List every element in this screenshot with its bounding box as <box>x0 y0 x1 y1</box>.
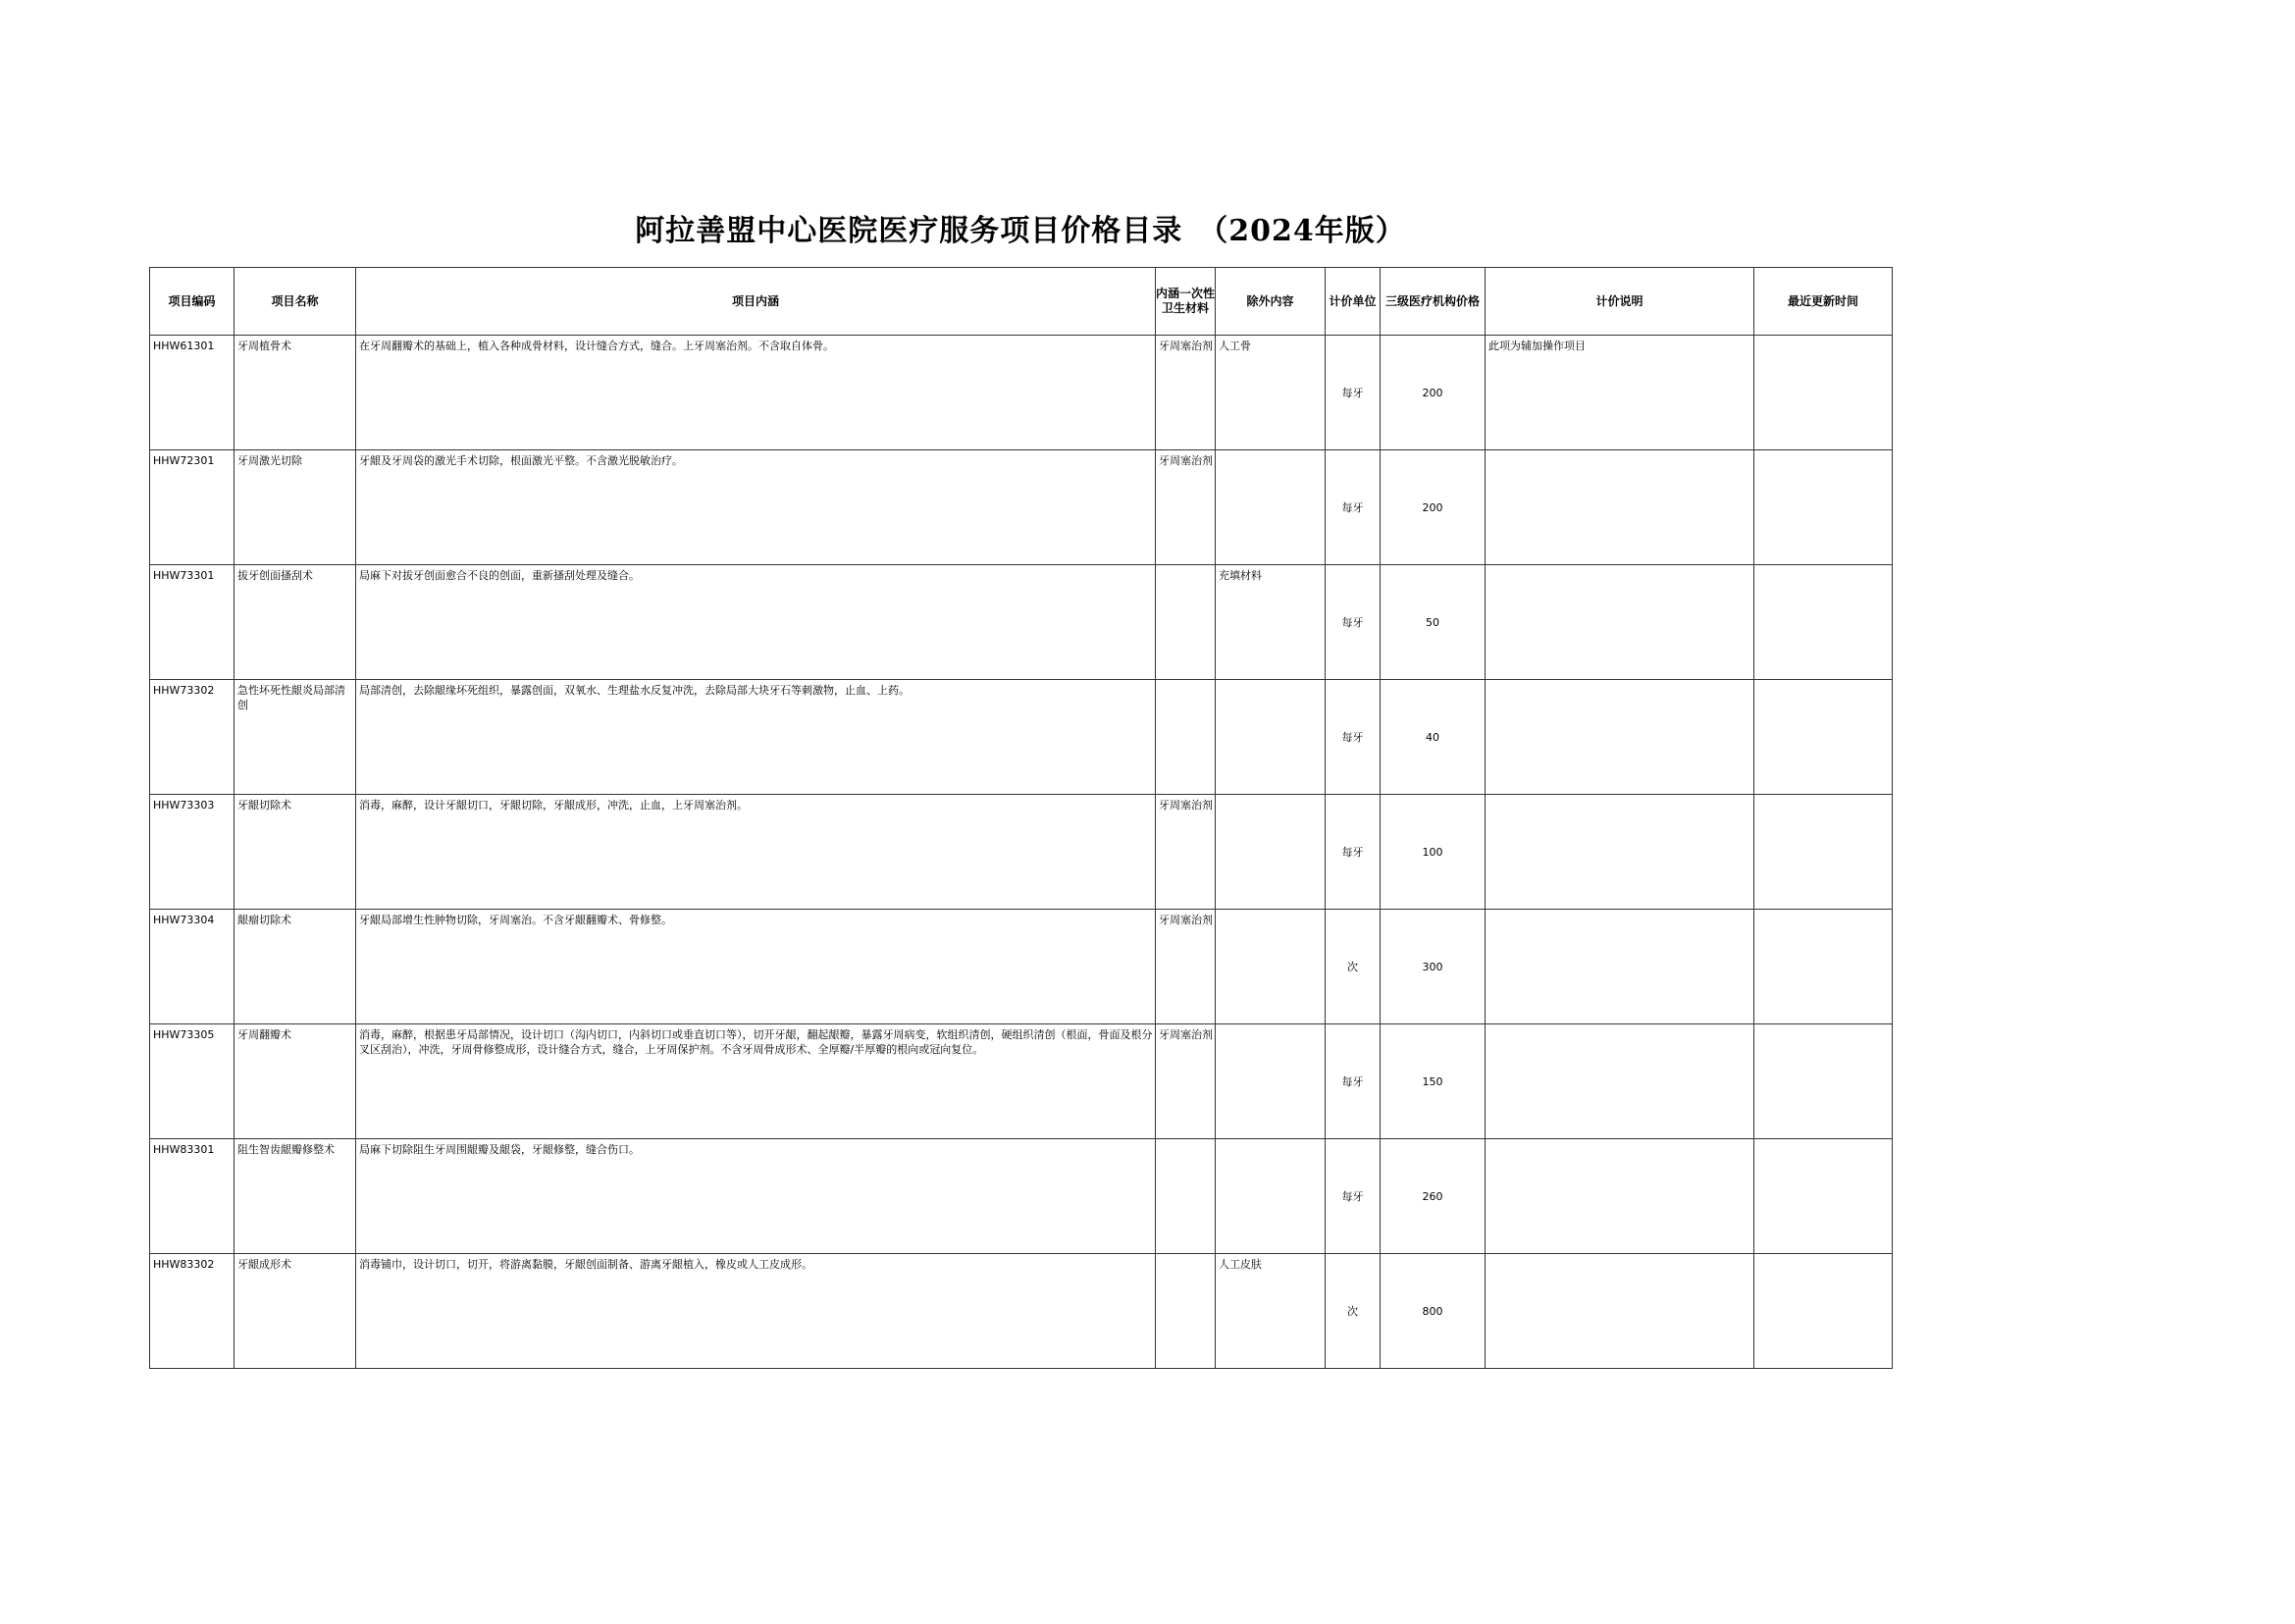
table-header-row <box>150 268 1893 336</box>
cell-content: 局部清创，去除龈缘坏死组织，暴露创面，双氧水、生理盐水反复冲洗，去除局部大块牙石等刺激物，止血、上药。 <box>356 680 1156 795</box>
cell-code: HHW83301 <box>150 1139 235 1254</box>
cell-note <box>1486 910 1754 1024</box>
cell-note <box>1486 1254 1754 1369</box>
cell-updated <box>1754 910 1893 1024</box>
cell-updated <box>1754 1139 1893 1254</box>
cell-name: 急性坏死性龈炎局部清创 <box>235 680 356 795</box>
header-material: 内涵一次性卫生材料 <box>1156 268 1216 336</box>
header-name: 项目名称 <box>235 268 356 336</box>
cell-name: 牙周翻瓣术 <box>235 1024 356 1139</box>
cell-code: HHW83302 <box>150 1254 235 1369</box>
cell-code: HHW61301 <box>150 336 235 450</box>
cell-exclude <box>1216 910 1326 1024</box>
cell-content: 牙龈及牙周袋的激光手术切除，根面激光平整。不含激光脱敏治疗。 <box>356 450 1156 565</box>
page-title: 阿拉善盟中心医院医疗服务项目价格目录 （2024年版） <box>635 214 1406 248</box>
cell-updated <box>1754 1024 1893 1139</box>
cell-code: HHW73304 <box>150 910 235 1024</box>
cell-content: 在牙周翻瓣术的基础上，植入各种成骨材料，设计缝合方式，缝合。上牙周塞治剂。不含取自体骨。 <box>356 336 1156 450</box>
cell-updated <box>1754 680 1893 795</box>
cell-name: 牙龈切除术 <box>235 795 356 910</box>
header-code: 项目编码 <box>150 268 235 336</box>
cell-exclude <box>1216 450 1326 565</box>
table-row <box>150 910 1893 1024</box>
cell-content: 消毒，麻醉，设计牙龈切口，牙龈切除，牙龈成形，冲洗，止血，上牙周塞治剂。 <box>356 795 1156 910</box>
cell-code: HHW73305 <box>150 1024 235 1139</box>
cell-material: 牙周塞治剂 <box>1156 450 1216 565</box>
header-unit: 计价单位 <box>1326 268 1381 336</box>
cell-content: 消毒，麻醉，根据患牙局部情况，设计切口（沟内切口，内斜切口或垂直切口等），切开牙龈，翻起龈瓣，暴露牙周病变，软组织清创，硬组织清创（根面，骨面及根分叉区刮治），冲洗，牙周骨修整成形，设计缝合方式，缝合，上牙周保护剂。不含牙周骨成形术、全厚瓣/半厚瓣的根向或冠向复位。 <box>356 1024 1156 1139</box>
cell-unit: 次 <box>1326 910 1381 1024</box>
cell-material: 牙周塞治剂 <box>1156 795 1216 910</box>
header-price: 三级医疗机构价格 <box>1381 268 1486 336</box>
cell-name: 阻生智齿龈瓣修整术 <box>235 1139 356 1254</box>
cell-note <box>1486 680 1754 795</box>
table-row <box>150 450 1893 565</box>
table-row <box>150 680 1893 795</box>
cell-note: 此项为辅加操作项目 <box>1486 336 1754 450</box>
cell-exclude <box>1216 795 1326 910</box>
cell-unit: 每牙 <box>1326 336 1381 450</box>
cell-material: 牙周塞治剂 <box>1156 910 1216 1024</box>
cell-updated <box>1754 565 1893 680</box>
cell-exclude <box>1216 680 1326 795</box>
cell-material: 牙周塞治剂 <box>1156 336 1216 450</box>
cell-exclude: 充填材料 <box>1216 565 1326 680</box>
table-row <box>150 565 1893 680</box>
cell-price: 150 <box>1381 1024 1486 1139</box>
table-row <box>150 1139 1893 1254</box>
table-row <box>150 336 1893 450</box>
price-table <box>149 267 1893 1369</box>
cell-material: 牙周塞治剂 <box>1156 1024 1216 1139</box>
cell-content: 局麻下切除阻生牙周围龈瓣及龈袋，牙龈修整，缝合伤口。 <box>356 1139 1156 1254</box>
cell-price: 260 <box>1381 1139 1486 1254</box>
cell-unit: 每牙 <box>1326 450 1381 565</box>
cell-price: 800 <box>1381 1254 1486 1369</box>
cell-note <box>1486 1139 1754 1254</box>
cell-price: 40 <box>1381 680 1486 795</box>
cell-unit: 每牙 <box>1326 680 1381 795</box>
cell-unit: 每牙 <box>1326 795 1381 910</box>
cell-note <box>1486 450 1754 565</box>
cell-unit: 每牙 <box>1326 1139 1381 1254</box>
cell-name: 牙周激光切除 <box>235 450 356 565</box>
cell-unit: 每牙 <box>1326 565 1381 680</box>
header-updated: 最近更新时间 <box>1754 268 1893 336</box>
cell-note <box>1486 1024 1754 1139</box>
table-row <box>150 795 1893 910</box>
cell-name: 拔牙创面搔刮术 <box>235 565 356 680</box>
cell-updated <box>1754 795 1893 910</box>
cell-price: 200 <box>1381 450 1486 565</box>
cell-exclude: 人工皮肤 <box>1216 1254 1326 1369</box>
header-exclude: 除外内容 <box>1216 268 1326 336</box>
cell-code: HHW73301 <box>150 565 235 680</box>
cell-unit: 次 <box>1326 1254 1381 1369</box>
cell-note <box>1486 565 1754 680</box>
cell-code: HHW72301 <box>150 450 235 565</box>
cell-name: 牙龈成形术 <box>235 1254 356 1369</box>
cell-price: 300 <box>1381 910 1486 1024</box>
cell-updated <box>1754 336 1893 450</box>
cell-code: HHW73303 <box>150 795 235 910</box>
cell-content: 局麻下对拔牙创面愈合不良的创面，重新搔刮处理及缝合。 <box>356 565 1156 680</box>
cell-material <box>1156 1254 1216 1369</box>
cell-exclude <box>1216 1139 1326 1254</box>
cell-material <box>1156 680 1216 795</box>
table-row <box>150 1254 1893 1369</box>
cell-content: 牙龈局部增生性肿物切除，牙周塞治。不含牙龈翻瓣术、骨修整。 <box>356 910 1156 1024</box>
cell-code: HHW73302 <box>150 680 235 795</box>
cell-updated <box>1754 450 1893 565</box>
cell-name: 龈瘤切除术 <box>235 910 356 1024</box>
cell-name: 牙周植骨术 <box>235 336 356 450</box>
table-row <box>150 1024 1893 1139</box>
cell-material <box>1156 565 1216 680</box>
cell-material <box>1156 1139 1216 1254</box>
header-note: 计价说明 <box>1486 268 1754 336</box>
cell-note <box>1486 795 1754 910</box>
cell-exclude <box>1216 1024 1326 1139</box>
cell-unit: 每牙 <box>1326 1024 1381 1139</box>
cell-price: 100 <box>1381 795 1486 910</box>
cell-exclude: 人工骨 <box>1216 336 1326 450</box>
cell-updated <box>1754 1254 1893 1369</box>
cell-price: 50 <box>1381 565 1486 680</box>
cell-price: 200 <box>1381 336 1486 450</box>
header-content: 项目内涵 <box>356 268 1156 336</box>
cell-content: 消毒铺巾，设计切口，切开，将游离黏膜，牙龈创面制备、游离牙龈植入，橡皮或人工皮成形。 <box>356 1254 1156 1369</box>
